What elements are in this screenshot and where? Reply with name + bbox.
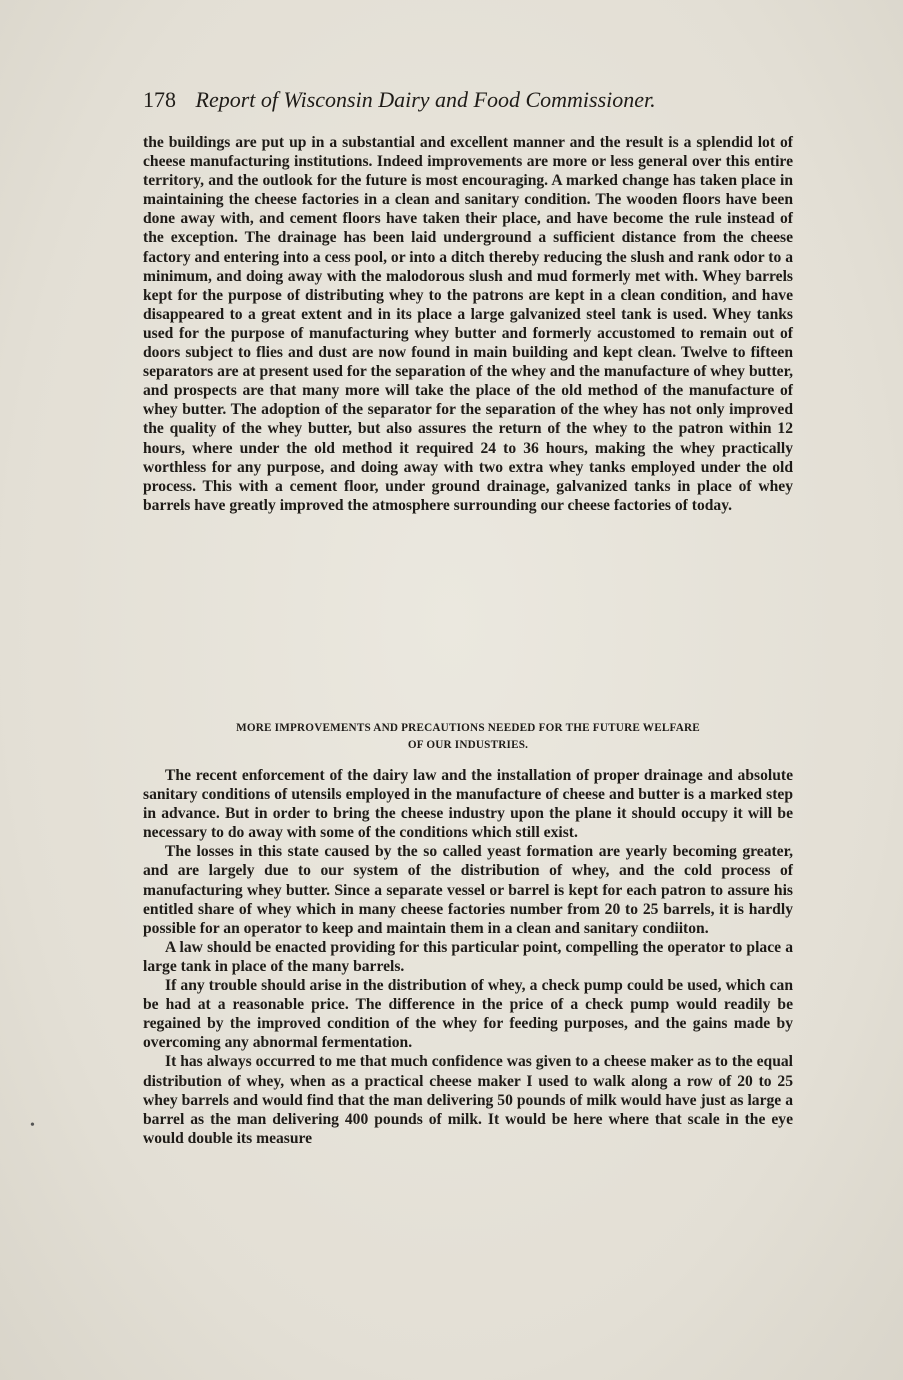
paragraph: the buildings are put up in a substantial and excellent manner and the result is a splendid lot of cheese manufacturing institutions. Indeed improvements are more or less general over this entire territory, and the outlook for the future is most encouraging. A marked change has taken place in maintaining the cheese factories in a clean and sanitary condition. The wooden floors have been done away with, and cement floors have taken their place, and have become the rule instead of the exception. The drainage has been laid underground a sufficient distance from the cheese factory and entering into a cess pool, or into a ditch thereby reducing the slush and rank odor to a minimum, and doing away with the malodorous slush and mud formerly met with. Whey barrels kept for the purpose of distributing whey to the patrons are kept in a clean condition, and have disappeared to a great extent and in its place a large galvanized steel tank is used. Whey tanks used for the purpose of manufacturing whey butter and formerly accustomed to remain out of doors subject to flies and dust are now found in main building and kept clean. Twelve to fifteen separators are at present used for the separation of the whey and the manufacture of whey butter, and prospects are that many more will take the place of the old method of the manufacture of whey butter. The adoption of the separator for the separation of the whey has not only improved the quality of the whey butter, but also assures the return of the whey to the patron within 12 hours, where under the old method it required 24 to 36 hours, making the whey practically worthless for any purpose, and doing away with two extra whey tanks employed under the old process. This with a cement floor, under ground drainage, galvanized tanks in place of whey barrels have greatly improved the atmosphere surrounding our cheese factories of today. bbox=[143, 134, 793, 514]
section-heading-line-2: OF OUR INDUSTRIES. bbox=[407, 739, 529, 751]
section-heading bbox=[143, 720, 793, 754]
margin-mark: • bbox=[30, 1118, 35, 1133]
paragraph: A law should be enacted providing for this particular point, compelling the operator to place a large tank in place of the many barrels. bbox=[143, 938, 793, 975]
paragraph: If any trouble should arise in the distribution of whey, a check pump could be used, which can be had at a reasonable price. The difference in the price of a check pump would readily be regained by the improved condition of the whey for feeding purposes, and the gains made by overcoming any abnormal fermentation. bbox=[143, 977, 793, 1052]
paragraph: The recent enforcement of the dairy law and the installation of proper drainage and absolute sanitary conditions of utensils employed in the manufacture of cheese and butter is a marked step in advance. But in order to bring the cheese industry upon the plane it should occupy it will be necessary to do away with some of the conditions which still exist. bbox=[143, 767, 793, 842]
running-title: Report of Wisconsin Dairy and Food Commissioner. bbox=[195, 87, 656, 112]
body-text-top bbox=[143, 133, 793, 515]
running-header bbox=[143, 86, 783, 114]
body-text-bottom bbox=[143, 766, 793, 1148]
paragraph: The losses in this state caused by the so called yeast formation are yearly becoming greater, and are largely due to our system of the distribution of whey, and the cold process of manufacturing whey butter. Since a separate vessel or barrel is kept for each patron to assure his entitled share of whey which in many cheese factories number from 20 to 25 barrels, it is hardly possible for an operator to keep and maintain them in a clean and sanitary condiiton. bbox=[143, 843, 793, 937]
paragraph: It has always occurred to me that much confidence was given to a cheese maker as to the equal distribution of whey, when as a practical cheese maker I used to walk along a row of 20 to 25 whey barrels and would find that the man delivering 50 pounds of milk would have just as large a barrel as the man delivering 400 pounds of milk. It would be here where that scale in the eye would double its measure bbox=[143, 1053, 793, 1147]
page-number: 178 bbox=[143, 87, 176, 112]
section-heading-line-1: MORE IMPROVEMENTS AND PRECAUTIONS NEEDED FOR THE FUTURE WELFARE bbox=[236, 722, 700, 734]
